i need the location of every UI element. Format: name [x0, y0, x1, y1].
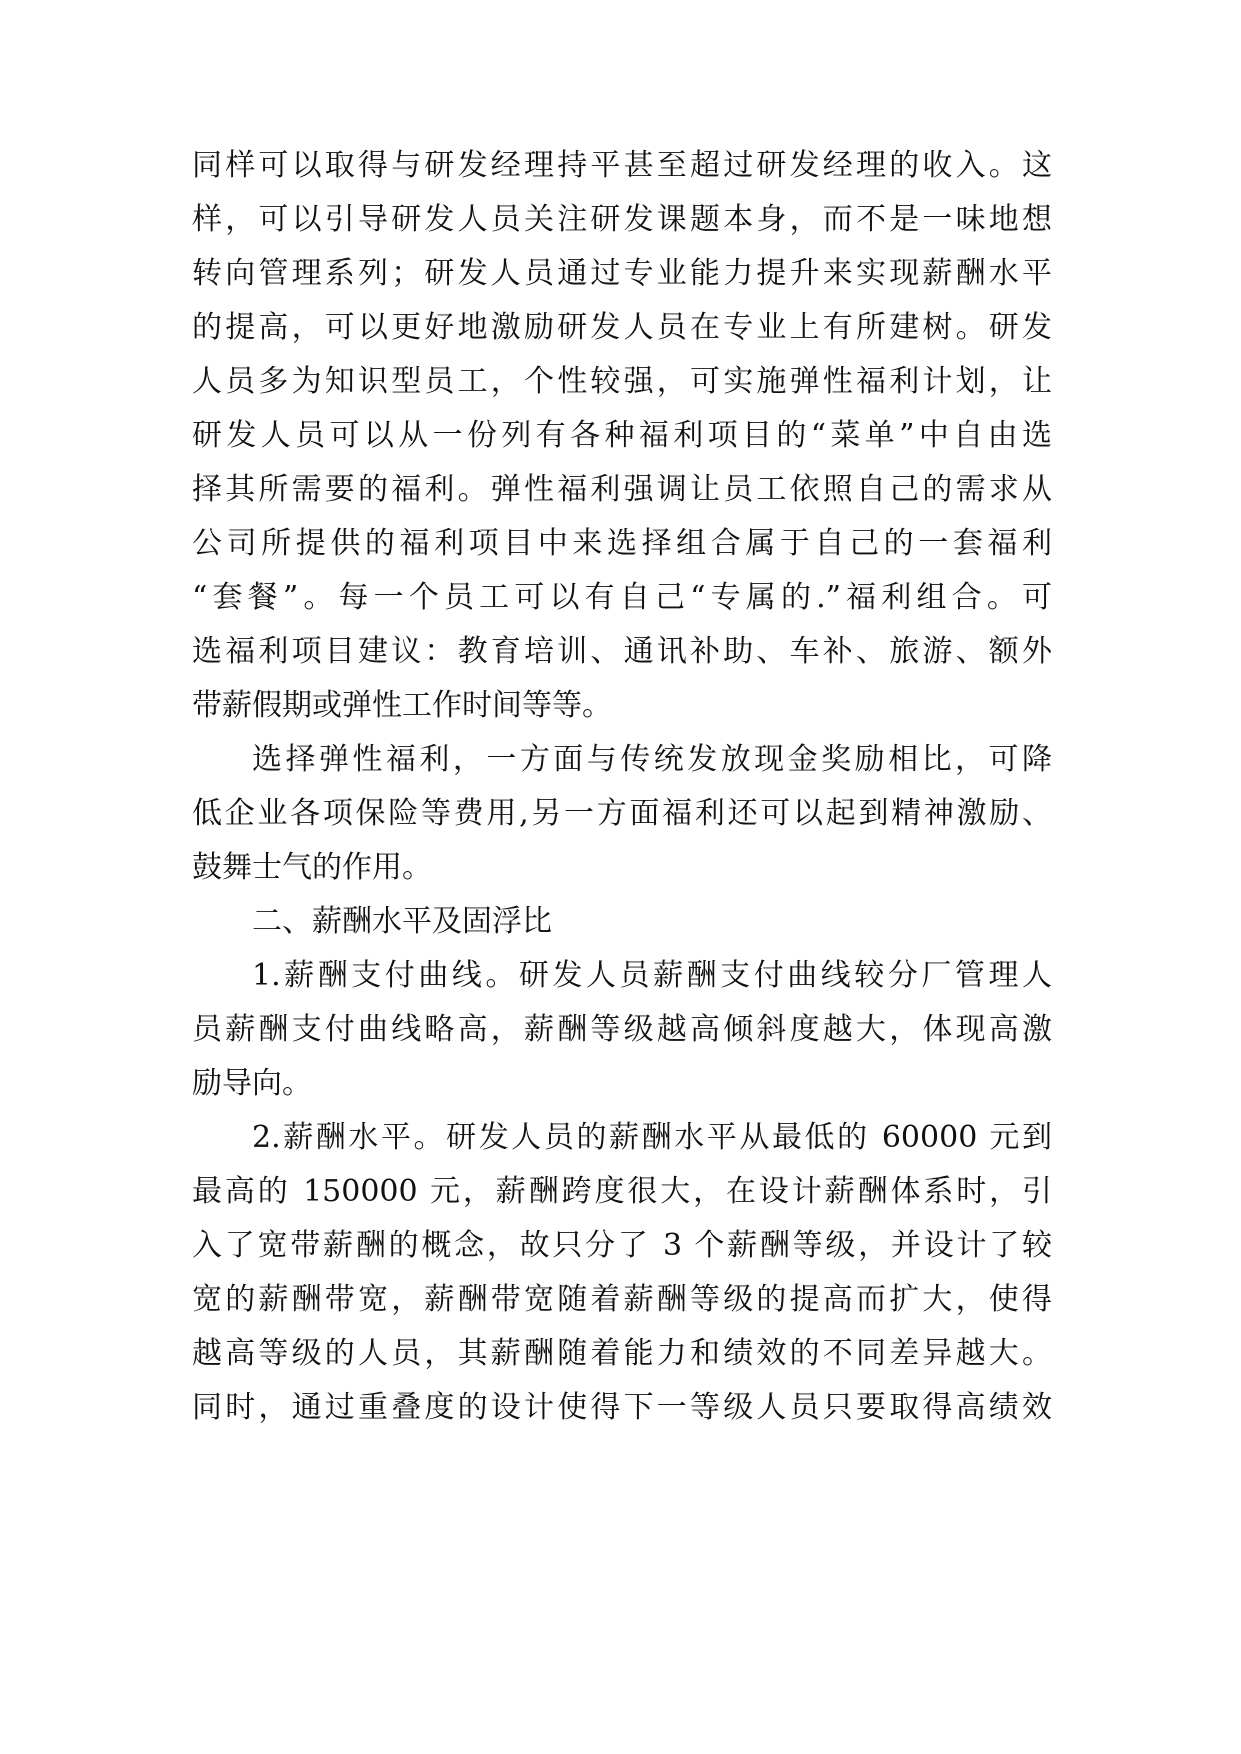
- body-text-line: 励导向。: [192, 1066, 312, 1101]
- body-text-line: 宽的薪酬带宽，薪酬带宽随着薪酬等级的提高而扩大，使得: [192, 1282, 1052, 1317]
- paragraph-first-line: 2.薪酬水平。研发人员的薪酬水平从最低的 60000 元到: [252, 1120, 1052, 1155]
- paragraph-first-line: 选择弹性福利，一方面与传统发放现金奖励相比，可降: [252, 742, 1052, 777]
- body-text-line: 带薪假期或弹性工作时间等等。: [192, 688, 612, 723]
- body-text-line: 选福利项目建议：教育培训、通讯补助、车补、旅游、额外: [192, 634, 1052, 669]
- body-text-line: 的提高，可以更好地激励研发人员在专业上有所建树。研发: [192, 310, 1052, 345]
- body-text-line: 转向管理系列；研发人员通过专业能力提升来实现薪酬水平: [192, 256, 1052, 291]
- body-text-line: 同样可以取得与研发经理持平甚至超过研发经理的收入。这: [192, 148, 1052, 183]
- body-text-line: 公司所提供的福利项目中来选择组合属于自己的一套福利: [192, 526, 1052, 561]
- body-text-line: 择其所需要的福利。弹性福利强调让员工依照自己的需求从: [192, 472, 1052, 507]
- body-text-line: “套餐”。每一个员工可以有自己“专属的.”福利组合。可: [192, 580, 1052, 615]
- body-text-line: 越高等级的人员，其薪酬随着能力和绩效的不同差异越大。: [192, 1336, 1052, 1371]
- body-text-line: 入了宽带薪酬的概念，故只分了 3 个薪酬等级，并设计了较: [192, 1228, 1052, 1263]
- body-text-line: 最高的 150000 元，薪酬跨度很大，在设计薪酬体系时，引: [192, 1174, 1052, 1209]
- body-text-line: 样，可以引导研发人员关注研发课题本身，而不是一味地想: [192, 202, 1052, 237]
- body-text-line: 鼓舞士气的作用。: [192, 850, 432, 885]
- body-text-line: 研发人员可以从一份列有各种福利项目的“菜单”中自由选: [192, 418, 1052, 453]
- body-text-line: 低企业各项保险等费用,另一方面福利还可以起到精神激励、: [192, 796, 1052, 831]
- paragraph-first-line: 1.薪酬支付曲线。研发人员薪酬支付曲线较分厂管理人: [252, 958, 1052, 993]
- body-text-line: 员薪酬支付曲线略高，薪酬等级越高倾斜度越大，体现高激: [192, 1012, 1052, 1047]
- section-heading: 二、薪酬水平及固浮比: [252, 904, 552, 939]
- body-text-line: 人员多为知识型员工，个性较强，可实施弹性福利计划，让: [192, 364, 1052, 399]
- body-text-line: 同时，通过重叠度的设计使得下一等级人员只要取得高绩效: [192, 1390, 1052, 1425]
